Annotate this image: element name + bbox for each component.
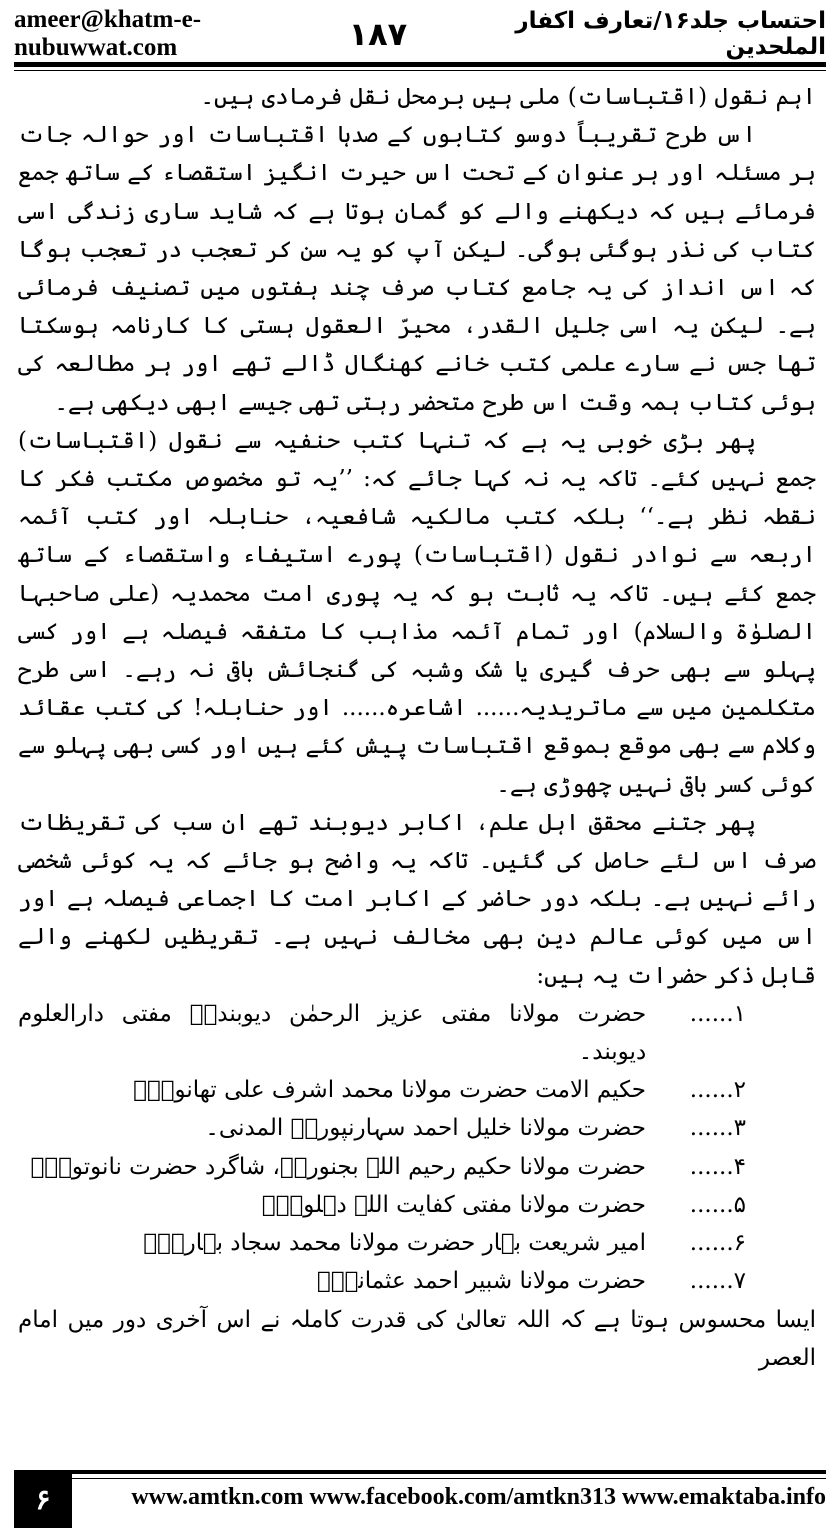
book-title: احتساب جلد۱۶/تعارف اکفار الملحدین xyxy=(515,8,826,60)
paragraph-2: اس طرح تقریباً دوسو کتابوں کے صدہا اقتباسات اور حوالہ جات ہر مسئلہ اور ہر عنوان کے تحت اس حیرت انگیز استقصاء کے ساتھ جمع فرمائے ہیں کہ دیکھنے والے کو گمان ہوتا ہے کہ شاید ساری زندگی اسی کتاب کی نذر ہوگئی ہوگی۔ لیکن آپ کو یہ سن کر تعجب در تعجب ہوگا کہ اس انداز کی یہ جامع کتاب صرف چند ہفتوں میں تصنیف فرمائی ہے۔ لیکن یہ اسی جلیل القدر، محیرّ العقول ہستی کا کارنامہ ہوسکتا تھا جس نے سارے علمی کتب خانے کھنگال ڈالے تھے اور ہر مطالعہ کی ہوئی کتاب ہمہ وقت اس طرح متحضر رہتی تھی جیسے ابھی دیکھی ہے۔ xyxy=(18,122,816,416)
footer-rule-thin xyxy=(14,1478,826,1479)
list-text: حضرت مولانا خلیل احمد سہارنپوریؒ المدنی۔ xyxy=(205,1115,646,1142)
list-number: ۶...... xyxy=(689,1230,746,1257)
paragraph-4: پھر جتنے محقق اہل علم، اکابر دیوبند تھے ان سب کی تقریظات صرف اس لئے حاصل کی گئیں۔ تاکہ یہ واضح ہو جائے کہ یہ کوئی شخصی رائے نہیں ہے۔ بلکہ دور حاضر کے اکابر امت کا اجماعی فیصلہ ہے اور اس میں کوئی عالم دین بھی مخالف نہیں ہے۔ تقریظیں لکھنے والے قابل ذکر حضرات یہ ہیں: xyxy=(18,809,816,989)
page-footer xyxy=(14,1470,826,1528)
footer-rule-thick xyxy=(14,1470,826,1474)
endorsers-list xyxy=(18,995,816,1301)
list-text: امیر شریعت بہار حضرت مولانا محمد سجاد بہاریؒ۔ xyxy=(143,1230,646,1257)
list-item xyxy=(18,1071,816,1109)
paragraph-1: اہم نقول (اقتباسات) ملی ہیں برمحل نقل فرمادی ہیں۔ xyxy=(200,84,816,110)
closing-line: ایسا محسوس ہوتا ہے کہ اللہ تعالیٰ کی قدرت کاملہ نے اس آخری دور میں امام العصر xyxy=(18,1306,816,1371)
list-item xyxy=(18,1186,816,1224)
list-text: حضرت مولانا مفتی عزیز الرحمٰن دیوبندیؒ مفتی دارالعلوم دیوبند۔ xyxy=(18,1000,647,1066)
paragraph-3: پھر بڑی خوبی یہ ہے کہ تنہا کتب حنفیہ سے نقول (اقتباسات) جمع نہیں کئے۔ تاکہ یہ نہ کہا جائے کہ: ’’یہ تو مخصوص مکتب فکر کا نقطہ نظر ہے۔‘‘ بلکہ کتب مالکیہ شافعیہ، حنابلہ اور کتب آئمہ اربعہ سے نوادر نقول (اقتباسات) پورے استیفاء واستقصاء کے ساتھ جمع کئے ہیں۔ تاکہ یہ ثابت ہو کہ یہ پوری امت محمدیہ (علی صاحبہا الصلوٰۃ والسلام) اور تمام آئمہ مذاہب کا متفقہ فیصلہ ہے اور کسی پہلو سے بھی حرف گیری یا شک وشبہ کی گنجائش باقی نہ رہے۔ اسی طرح متکلمین میں سے ماتریدیہ...... اشاعرہ...... اور حنابلہ! کی کتب عقائد وکلام سے بھی موقع بموقع اقتباسات پیش کئے ہیں اور کسی بھی پہلو سے کوئی کسر باقی نہیں چھوڑی ہے۔ xyxy=(18,427,816,798)
list-number: ۱...... xyxy=(689,1000,746,1027)
list-number: ۵...... xyxy=(689,1191,746,1218)
list-item xyxy=(18,1109,816,1147)
header-title-group xyxy=(349,8,826,60)
list-number: ۳...... xyxy=(689,1115,746,1142)
header-rule-thin xyxy=(14,70,826,71)
list-text: حکیم الامت حضرت مولانا محمد اشرف علی تھانویؒ۔ xyxy=(133,1077,646,1104)
page-body xyxy=(18,78,816,1455)
list-item xyxy=(18,1262,816,1300)
list-number: ۴...... xyxy=(689,1153,746,1180)
list-text: حضرت مولانا شبیر احمد عثمانیؒ۔ xyxy=(316,1268,646,1295)
list-item xyxy=(18,1148,816,1186)
list-item xyxy=(18,995,816,1071)
header-email[interactable]: ameer@khatm-e-nubuwwat.com xyxy=(14,6,202,61)
footer-links[interactable]: www.amtkn.com www.facebook.com/amtkn313 www.emaktaba.info xyxy=(131,1484,826,1510)
header-rule-thick xyxy=(14,62,826,67)
list-text: حضرت مولانا مفتی کفایت اللہ دہلویؒ۔ xyxy=(261,1191,646,1218)
list-number: ۲...... xyxy=(689,1077,746,1104)
list-number: ۷...... xyxy=(689,1268,746,1295)
list-item xyxy=(18,1224,816,1262)
list-text: حضرت مولانا حکیم رحیم اللہ بجنوریؒ، شاگرد حضرت نانوتویؒ۔ xyxy=(30,1153,646,1180)
page-header xyxy=(14,8,826,60)
page-number: ۱۸۷ xyxy=(348,15,408,53)
footer-page-badge: ۶ xyxy=(14,1470,72,1528)
